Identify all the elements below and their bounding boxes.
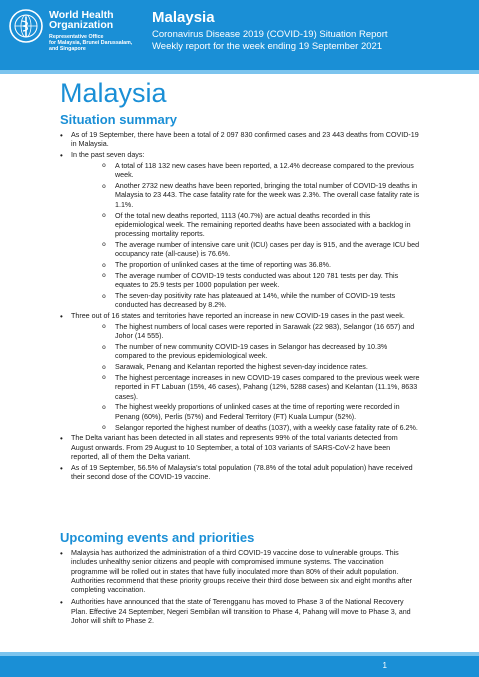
page-title: Malaysia [60,78,167,108]
summary-list [60,131,420,482]
bullet-text: As of 19 September, 56.5% of Malaysia’s total population (78.8% of the total adult population) have received their second dose of the COVID-19 vaccine. [71,463,413,482]
sub-list-item: o The number of new community COVID-19 cases in Selangor has decreased by 10.3% compared to the previous epidemiological week. [102,343,420,362]
situation-summary [60,131,420,482]
sub-list-item: o The highest numbers of local cases were reported in Sarawak (22 983), Selangor (16 657) and Johor (14 555). [102,323,420,342]
report-title: Coronavirus Disease 2019 (COVID-19) Situation Report [152,29,388,40]
bullet-text: As of 19 September, there have been a total of 2 097 830 confirmed cases and 23 443 deaths from COVID-19 in Malaysia. [71,131,419,149]
sub-list-item: o Sarawak, Penang and Kelantan reported the highest seven-day incidence rates. [102,363,420,372]
office-line-2: for Malaysia, Brunei Darussalam, [49,40,133,47]
sub-list [102,323,420,433]
section-title-upcoming-events: Upcoming events and priorities [60,530,255,545]
report-header [0,0,479,70]
sub-list-item: o The highest percentage increases in new COVID-19 cases compared to the previous week were reported in FT Labuan (15%, 46 cases), Pahang (12%, 5288 cases) and Kelantan (11.1%, 8633 cases). [102,374,420,402]
list-item [60,598,420,626]
header-stripe [0,70,479,74]
office-line-1: Representative Office [49,34,104,40]
bullet-text: The Delta variant has been detected in all states and represents 99% of the total variants detected from August onwards. From 29 August to 10 September, a total of 103 variants of SARS-CoV-2 have been reported, all of them the Delta variant. [71,434,398,461]
list-item [60,434,420,462]
who-emblem-icon [8,8,44,44]
sub-list [102,162,420,311]
list-item [60,312,420,433]
page-footer [0,656,479,677]
list-item [60,549,420,596]
sub-list-item: o Another 2732 new deaths have been reported, bringing the total number of COVID-19 deaths in Malaysia to 23 443. The case fatality rate for the week was 2.3%. The overall case fatality rate is 1.1%. [102,182,420,210]
bullet-text: Malaysia has authorized the administration of a third COVID-19 vaccine dose to vulnerable groups. This includes unhealthy senior citizens and people with compromised immune systems. The vaccination programme will be rolled out in states that have fully inoculated more than 80% of their adult population. Authorities recommend that these priority groups receive their third dose between six and eight months after completing vaccination. [71,549,412,595]
events-list [60,549,420,626]
office-line-3: and Singapore [49,46,86,53]
page-number: 1 [382,661,387,670]
sub-list-item: o Of the total new deaths reported, 1113 (40.7%) are actual deaths recorded in this epidemiological week. The remaining reported deaths have been associated with a backlog in processing mortality reports. [102,212,420,240]
list-item [60,464,420,483]
sub-list-item: o Selangor reported the highest number of deaths (1037), with a weekly case fatality rate of 6.2%. [102,424,420,433]
sub-list-item: o The highest weekly proportions of unlinked cases at the time of reporting were recorded in Penang (60%), Perlis (57%) and Federal Territory (FT) Kuala Lumpur (52%). [102,403,420,422]
org-name [49,10,114,30]
org-line-2: Organization [49,19,114,31]
sub-list-item: o The seven-day positivity rate has plateaued at 14%, while the number of COVID-19 tests conducted has decreased by 8.2%. [102,292,420,311]
org-line-1: World Health [49,9,114,21]
bullet-text: Authorities have announced that the state of Terengganu has moved to Phase 3 of the National Recovery Plan. Effective 24 September, Negeri Sembilan will transition to Phase 4, Pahang will move to Phase 3, and Johor will shift to Phase 2. [71,598,411,625]
sub-list-item: o The average number of COVID-19 tests conducted was about 120 781 tests per day. This equates to 25.9 tests per 1000 population per week. [102,272,420,291]
bullet-text: Three out of 16 states and territories have reported an increase in new COVID-19 cases in the past week. [71,312,405,321]
header-country: Malaysia [152,9,215,26]
list-item [60,131,420,150]
list-item [60,151,420,311]
section-title-situation-summary: Situation summary [60,112,178,127]
upcoming-events [60,549,420,626]
office-name [49,34,139,53]
sub-list-item: o The proportion of unlinked cases at the time of reporting was 36.8%. [102,261,420,270]
report-subtitle: Weekly report for the week ending 19 September 2021 [152,41,383,52]
bullet-text: In the past seven days: [71,151,145,160]
sub-list-item: o A total of 118 132 new cases have been reported, a 12.4% decrease compared to the previous week. [102,162,420,181]
sub-list-item: o The average number of intensive care unit (ICU) cases per day is 915, and the average ICU bed occupancy rate (all-cause) is 76.6%. [102,241,420,260]
